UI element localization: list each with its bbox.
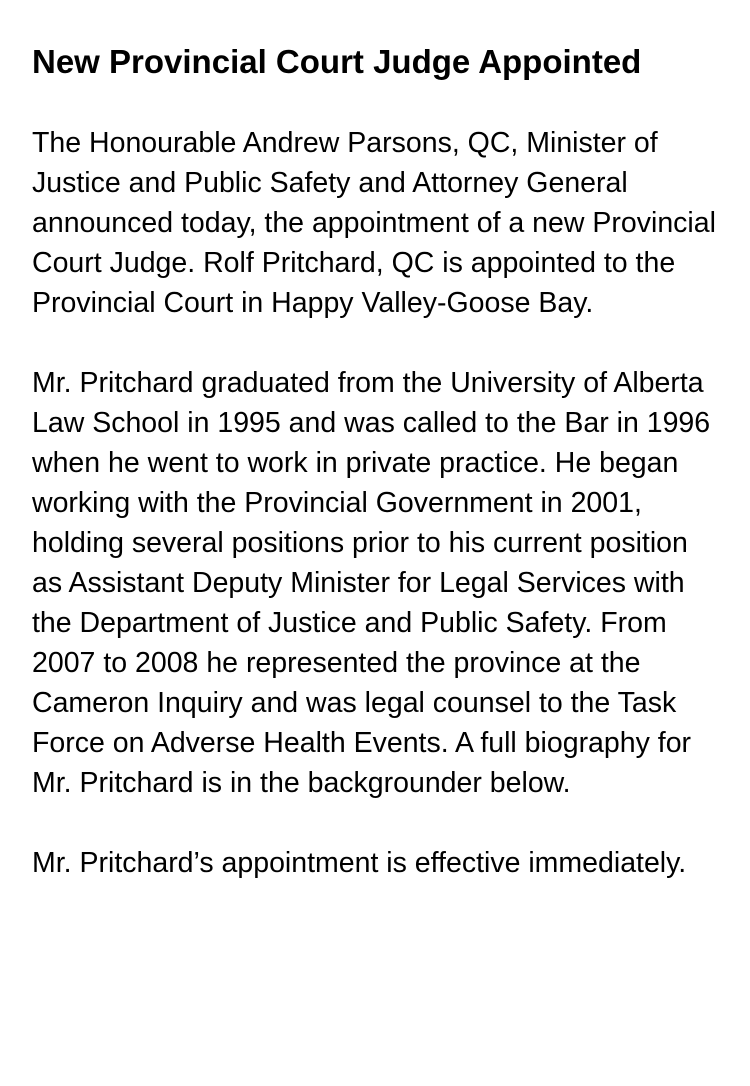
article-paragraph-effective-date: Mr. Pritchard’s appointment is effective immediately. [32,847,687,879]
article-paragraph-announcement: The Honourable Andrew Parsons, QC, Minister of Justice and Public Safety and Attorney General announced today, the appointment of a new Provincial Court Judge. Rolf Pritchard, QC is appointed to the Provincial Court in Happy Valley-Goose Bay. [32,127,716,319]
article-title: New Provincial Court Judge Appointed [32,43,642,80]
article [32,38,722,883]
article-paragraph-biography: Mr. Pritchard graduated from the University of Alberta Law School in 1995 and was called to the Bar in 1996 when he went to work in private practice. He began working with the Provincial Government in 2001, holding several positions prior to his current position as Assistant Deputy Minister for Legal Services with the Department of Justice and Public Safety. From 2007 to 2008 he represented the province at the Cameron Inquiry and was legal counsel to the Task Force on Adverse Health Events. A full biography for Mr. Pritchard is in the backgrounder below. [32,367,711,799]
